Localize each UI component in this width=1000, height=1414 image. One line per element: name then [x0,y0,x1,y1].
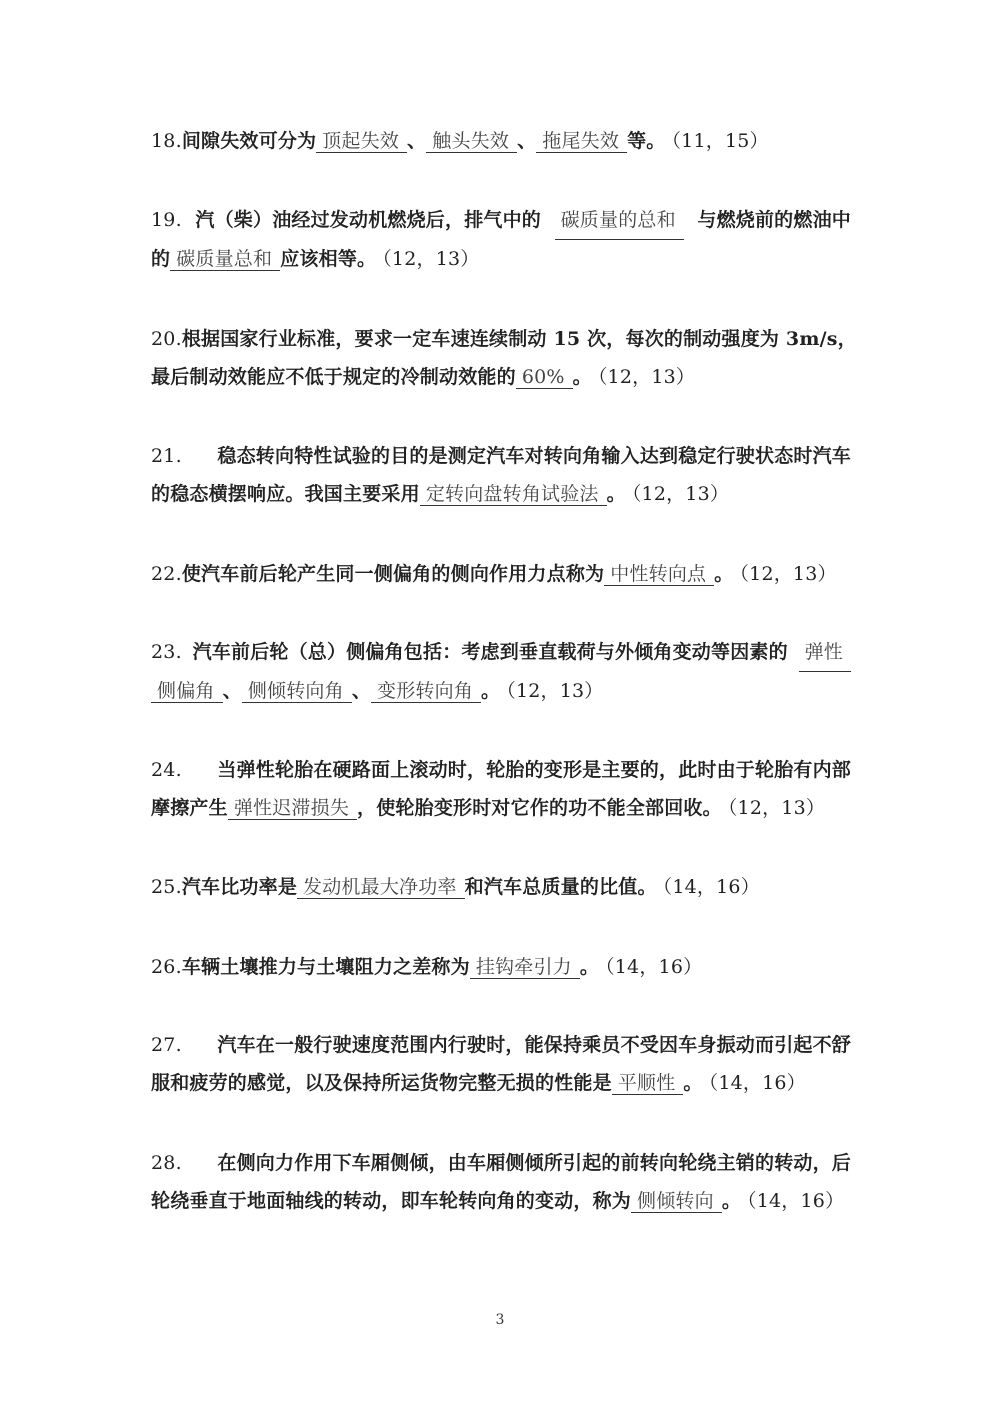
question-text: 、 [407,130,427,152]
question-text: 在侧向力作用下车厢侧倾，由车厢侧倾所引起的前转向轮绕主销的转动，后 [217,1152,851,1174]
question-text: 服和疲劳的感觉，以及保持所运货物完整无损的性能是 [151,1072,612,1094]
question-24 [151,751,851,827]
question-line [151,1026,851,1064]
question-text: 、 [517,130,537,152]
question-line [151,437,851,475]
question-text: 、 [222,680,242,702]
question-line [151,320,857,358]
question-line [151,1064,851,1102]
answer-blank: 顶起失效 [316,130,407,153]
page-reference: （14，16） [747,1190,845,1212]
question-line [151,948,851,986]
question-text: 。 [481,680,501,702]
question-text: 。 [721,1190,742,1212]
question-text: 汽（柴）油经过发动机燃烧后，排气中的 [195,209,542,231]
question-18 [151,122,851,160]
question-28 [151,1144,851,1220]
page-reference: （12，13） [739,563,837,585]
page-reference: （12，13） [727,797,826,819]
question-line [151,672,851,710]
question-25 [151,868,851,906]
answer-blank: 侧倾转向 [631,1190,722,1213]
question-text: 最后制动效能应不低于规定的冷制动效能的 [151,366,516,388]
question-line [151,358,851,396]
question-text: 的稳态横摆响应。我国主要采用 [151,483,420,505]
question-text: 根据国家行业标准，要求一定车速连续制动 15 次，每次的制动强度为 3m/s， [181,328,857,350]
question-line [151,751,851,789]
question-text: 。 [572,366,592,388]
question-line [151,633,851,672]
page-reference: （12，13） [382,248,480,270]
question-text: 轮绕垂直于地面轴线的转动，即车轮转向角的变动，称为 [151,1190,632,1212]
question-text: 的 [151,248,171,270]
question-text: 车辆土壤推力与土壤阻力之差称为 [181,956,470,978]
question-text: 间隙失效可分为 [181,130,317,152]
page-reference: （11，15） [671,130,769,152]
question-number: 19. [151,209,182,231]
question-line [151,122,851,160]
question-number: 22. [151,563,182,585]
question-line [151,1144,851,1182]
question-text: 、 [351,680,372,702]
question-text: 和汽车总质量的比值。 [464,876,657,898]
question-number: 28. [151,1152,182,1174]
question-line [151,868,851,906]
question-text: 。 [606,483,626,505]
question-line [151,555,851,593]
question-text: 汽车比功率是 [181,876,298,898]
answer-blank: 变形转向角 [371,680,481,703]
page-reference: （14，16） [605,956,703,978]
answer-blank: 弹性迟滞损失 [228,797,357,820]
question-text: 当弹性轮胎在硬路面上滚动时，轮胎的变形是主要的，此时由于轮胎有内部 [217,759,851,781]
question-21 [151,437,851,513]
page-reference: （14，16） [708,1072,806,1094]
question-text: 。 [579,956,600,978]
question-line [151,475,851,513]
question-number: 25. [151,876,182,898]
question-text: 应该相等。 [280,248,377,270]
question-text: 使汽车前后轮产生同一侧偏角的侧向作用力点称为 [181,563,605,585]
page-number: 3 [495,1312,505,1328]
page-reference: （12，13） [631,483,730,505]
question-number: 20. [151,328,182,350]
question-number: 26. [151,956,182,978]
question-line [151,201,851,240]
answer-blank: 拖尾失效 [536,130,627,153]
question-number: 27. [151,1034,182,1056]
answer-blank: 定转向盘转角试验法 [420,483,607,506]
answer-blank: 60% [516,366,573,389]
question-text: 摩擦产生 [151,797,228,819]
question-26 [151,948,851,986]
question-23 [151,633,851,710]
question-text: ，使轮胎变形时对它作的功不能全部回收。 [357,797,722,819]
question-text: 。 [683,1072,703,1094]
question-text: 汽车在一般行驶速度范围内行驶时，能保持乘员不受因车身振动而引起不舒 [217,1034,851,1056]
page-reference: （12，13） [506,680,604,702]
answer-blank: 碳质量总和 [170,248,280,271]
question-27 [151,1026,851,1102]
question-number: 23. [151,641,182,663]
question-line [151,789,851,827]
answer-blank: 侧倾转向角 [242,680,352,703]
question-text: 与燃烧前的燃油中 [697,209,851,231]
answer-blank: 碳质量的总和 [555,201,684,240]
answer-blank: 侧偏角 [151,680,223,703]
question-22 [151,555,851,593]
answer-blank: 平顺性 [612,1072,684,1095]
answer-blank: 挂钩牵引力 [470,956,580,979]
answer-blank: 弹性 [799,633,851,672]
answer-blank: 中性转向点 [604,563,714,586]
question-number: 18. [151,130,182,152]
page-reference: （12，13） [597,366,696,388]
question-line [151,240,851,278]
question-text: 汽车前后轮（总）侧偏角包括：考虑到垂直载荷与外倾角变动等因素的 [192,641,788,663]
question-number: 21. [151,445,182,467]
question-text: 等。 [627,130,666,152]
question-number: 24. [151,759,182,781]
page-reference: （14，16） [662,876,760,898]
question-text: 。 [714,563,734,585]
question-20 [151,320,857,396]
answer-blank: 触头失效 [426,130,517,153]
question-line [151,1182,851,1220]
question-text: 稳态转向特性试验的目的是测定汽车对转向角输入达到稳定行驶状态时汽车 [217,445,851,467]
question-19 [151,201,851,278]
answer-blank: 发动机最大净功率 [297,876,465,899]
